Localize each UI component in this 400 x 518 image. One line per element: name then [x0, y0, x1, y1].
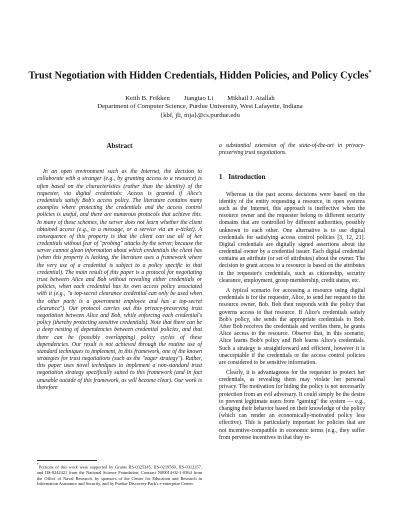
- left-column: [37, 143, 202, 392]
- right-column: [219, 143, 365, 445]
- paper-title: [20, 67, 380, 82]
- abstract-text: In an open environment such as the Internet, the decision to collaborate with a stranger (e.g., by granting access to a resource) is often based on the characteristics (rather than the identity) of the requester, via digital credentials: Access is granted if Alice's credentials satisfy Bob's access policy. The literature contains many examples where protecting the credentials and the access control policies is useful, and there are numerous protocols that achieve this. In many of these schemes, the server does not learn whether the client obtained access (e.g., to a message, or a service via an e-ticket). A consequence of this property is that the client can use all of her credentials without fear of "probing" attacks by the server, because the server cannot glean information about which credentials the client has (when this property is lacking, the literature uses a framework where the very use of a credential is subject to a policy specific to that credential). The main result of this paper is a protocol for negotiating trust between Alice and Bob without revealing either credentials or policies, when each credential has its own access policy associated with it (e.g., "a top-secret clearance credential can only be used when the other party is a government employee and has a top-secret clearance"). Our protocol carries out this privacy-preserving trust negotiation between Alice and Bob, while enforcing each credential's policy (thereby protecting sensitive credentials). Note that there can be a deep nesting of dependencies between credential policies, and that there can be (possibly overlapping) policy cycles of these dependencies. Our result is not achieved through the routine use of standard techniques to implement, in this framework, one of the known strategies for trust negotiations (such as the "eager strategy"). Rather, this paper uses novel techniques to implement a non-standard trust negotiation strategy specifically suited to this framework (and in fact unusable outside of this framework, as will become clear). Our work is therefore: [37, 169, 202, 391]
- author-name: Jiangtao Li: [183, 95, 214, 102]
- title-footnote-mark: *: [368, 70, 372, 76]
- author-name: Keith B. Frikken: [125, 95, 170, 102]
- section-heading: [219, 174, 365, 181]
- body-paragraph: Clearly, it is advantageous for the requester to protect her credentials, as revealing them may violate her personal privacy. The motivation for hiding the policy is not necessarily protection from an evil adversary. It could simply be the desire to prevent legitimate users from "gaming" the system — e.g., changing their behavior based on their knowledge of the policy (which can render an economically-motivated policy less effective). This is particularly important for policies that are not incentive-compatible in economic terms (e.g., they suffer from perverse incentives in that they re-: [219, 370, 365, 441]
- author-name: Mikhail J. Atallah: [227, 95, 275, 102]
- affiliation: Department of Computer Science, Purdue University, West Lafayette, Indiana: [97, 103, 303, 111]
- body-paragraph: Whereas in the past access decisions were based on the identity of the entity requesting a resource, in open systems such as the Internet, this approach is ineffective when the resource owner and the requester belong to different security domains that are controlled by different authorities, possibly unknown to each other. One alternative is to use digital credentials for satisfying access control policies [3, 12, 21]. Digital credentials are digitally signed assertions about the credential owner by a credential issuer. Each digital credential contains an attribute (or set of attributes) about the owner. The decision to grant access to a resource is based on the attributes in the requester's credentials, such as citizenship, security clearance, employment, group membership, credit status, etc.: [219, 191, 365, 284]
- author-names: [20, 95, 380, 103]
- author-block: [20, 95, 380, 120]
- section-number: 1: [219, 174, 223, 182]
- footnote-text: Portions of this work were supported by Grants IIS-0325345, IIS-0219560, IIS-0312357, and IIS-0242421 from the National Science Foundation, Contract N00014-02-1-0364 from the Office of Naval Research, by sponsors of the Center for Education and Research in Information Assurance and Security, and by Purdue Discovery Park's e-enterprise Center.: [37, 464, 202, 487]
- body-paragraph: A typical scenario for accessing a resource using digital credentials is for the requester, Alice, to send her request to the resource owner, Bob. Bob then responds with the policy that governs access to that resource. If Alice's credentials satisfy Bob's policy, she sends the appropriate credentials to Bob. After Bob receives the credentials and verifies them, he grants Alice access to the resource. Observe that, in this scenario, Alice learns Bob's policy and Bob learns Alice's credentials. Such a strategy is straightforward and efficient, however it is unacceptable if the credentials or the access control policies are considered to be sensitive information.: [219, 288, 365, 366]
- email: {kbf, jli, mja}@cs.purdue.edu: [160, 111, 240, 119]
- paper-title-text: Trust Negotiation with Hidden Credentials, Hidden Policies, and Policy Cycles: [28, 70, 369, 82]
- footnote: [37, 463, 202, 487]
- footnote-rule: [37, 460, 97, 461]
- section-title: Introduction: [228, 174, 266, 182]
- abstract-continuation: a substantial extension of the state-of-the-art in privacy-preserving trust negotiations.: [219, 143, 365, 157]
- abstract-heading: Abstract: [106, 142, 133, 150]
- footnote-mark: *: [37, 463, 39, 467]
